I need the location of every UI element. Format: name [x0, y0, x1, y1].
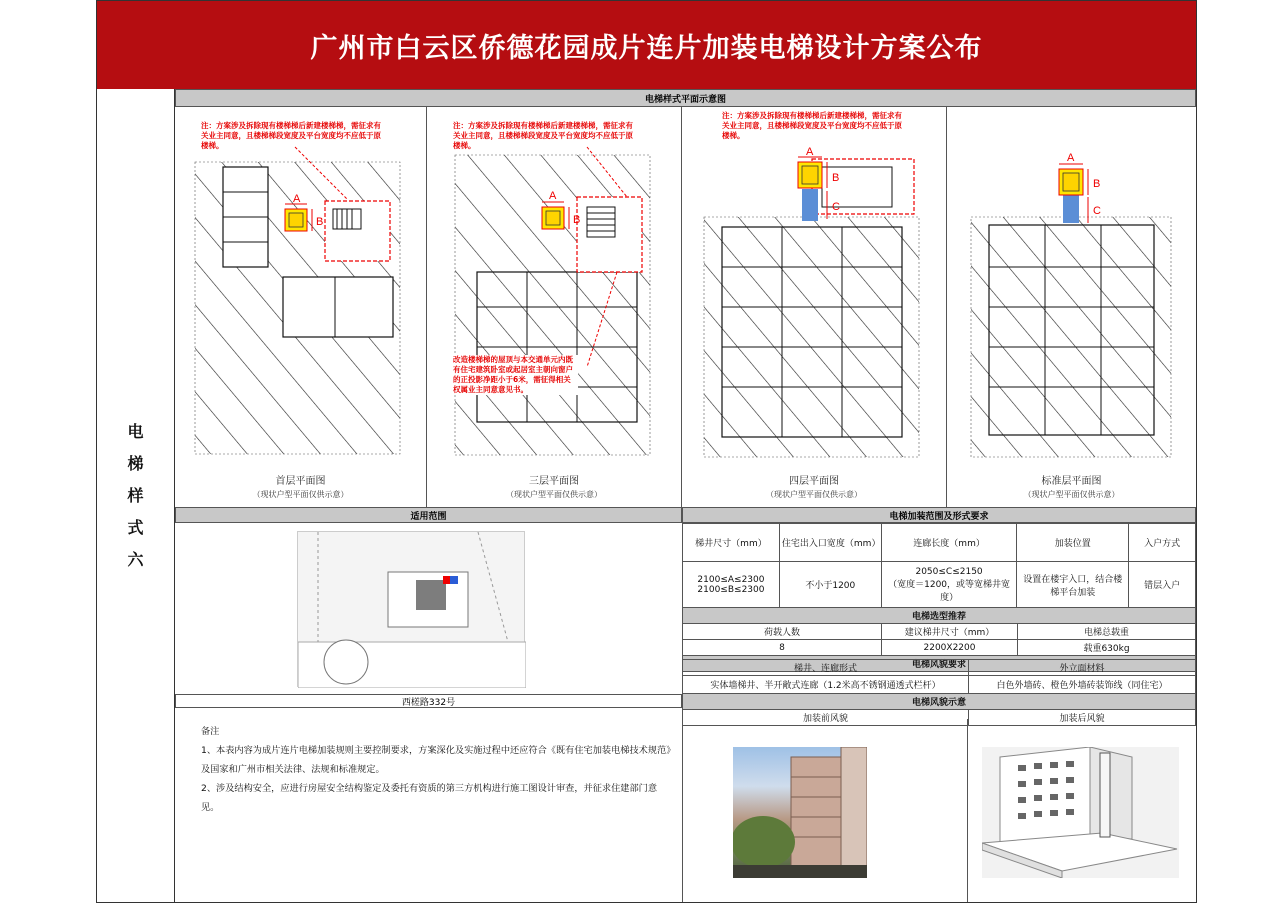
style-header: 电梯风貌要求	[683, 656, 1196, 672]
dim-label-a: A	[1067, 152, 1075, 164]
table-cell: 2100≤A≤2300 2100≤B≤2300	[683, 562, 780, 608]
requirements-header: 电梯加装范围及形式要求	[682, 507, 1196, 523]
floor-plan-drawing	[947, 107, 1196, 507]
note-item: 1、本表内容为成片连片电梯加装规则主要控制要求，方案深化及实施过程中还应符合《既有住宅加装电梯技术规范》及国家和广州市相关法律、法规和标准规定。	[201, 745, 671, 775]
plan-subcaption: （现状户型平面仅供示意）	[766, 490, 862, 499]
table-header-cell: 住宅出入口宽度（mm）	[779, 524, 881, 562]
plan-note: 注：方案涉及拆除现有楼梯梯后新建楼梯梯，需征求有关业主同意，且楼梯梯段宽度及平台宽度均不应低于原楼梯。	[722, 111, 902, 140]
table-cell: 载重630kg	[1018, 640, 1196, 656]
table-header-cell: 加装后风貌	[969, 710, 1196, 726]
bottom-divider	[682, 707, 683, 902]
view-header: 电梯风貌示意	[683, 694, 1196, 710]
table-header-cell: 梯井、连廊形式	[683, 660, 969, 676]
plan-caption: 标准层平面图	[1041, 476, 1102, 487]
dim-label-b: B	[573, 214, 581, 226]
plan-panel-standard	[947, 107, 1196, 507]
plan-subcaption: （现状户型平面仅供示意）	[1023, 490, 1120, 499]
table-header-cell: 建议梯井尺寸（mm）	[882, 624, 1018, 640]
dim-label-b: B	[832, 172, 840, 184]
document-sheet	[96, 0, 1197, 903]
view-divider	[967, 719, 968, 902]
floor-plan-drawing	[427, 107, 682, 507]
scope-header: 适用范围	[175, 507, 682, 523]
table-header-cell: 荷载人数	[683, 624, 882, 640]
plan-caption: 四层平面图	[789, 476, 839, 487]
requirements-table	[682, 523, 1196, 608]
table-header-cell: 入户方式	[1129, 524, 1196, 562]
after-render	[982, 747, 1179, 878]
table-header-cell: 外立面材料	[969, 660, 1196, 676]
page-title: 广州市白云区侨德花园成片连片加装电梯设计方案公布	[97, 1, 1196, 89]
dim-label-b: B	[1093, 178, 1101, 190]
site-map	[297, 531, 525, 687]
dim-label-c: C	[1093, 205, 1101, 217]
plan-panel-third	[427, 107, 682, 507]
table-header-cell: 加装位置	[1017, 524, 1129, 562]
table-header-cell: 电梯总载重	[1018, 624, 1196, 640]
floor-plan-drawing	[175, 107, 427, 507]
table-cell: 2050≤C≤2150 （宽度＝1200，或等宽梯井宽度）	[881, 562, 1017, 608]
side-label-column	[97, 89, 175, 902]
plan-note-secondary: 改造楼梯梯的屋顶与本交通单元内既有住宅建筑卧室或起居室主朝向窗户的正投影净距小于6米，需征得相关权属业主同意意见书。	[453, 355, 578, 395]
dim-label-a: A	[293, 193, 301, 205]
table-cell: 8	[683, 640, 882, 656]
table-header-cell: 梯井尺寸（mm）	[683, 524, 780, 562]
table-header-cell: 连廊长度（mm）	[881, 524, 1017, 562]
plan-panel-fourth	[682, 107, 947, 507]
dim-label-a: A	[806, 146, 814, 158]
table-cell: 实体墙梯井、半开敞式连廊（1.2米高不锈钢通透式栏杆）	[683, 676, 969, 694]
table-header-cell: 加装前风貌	[683, 710, 969, 726]
style-table	[682, 659, 1196, 726]
dim-label-a: A	[549, 190, 557, 202]
dim-label-b: B	[316, 216, 324, 228]
table-cell: 白色外墙砖、橙色外墙砖装饰线（同住宅）	[969, 676, 1196, 694]
table-cell: 设置在楼宇入口，结合楼梯平台加装	[1017, 562, 1129, 608]
notes-block	[201, 722, 671, 817]
plan-caption: 首层平面图	[275, 476, 326, 487]
plan-note: 注：方案涉及拆除现有楼梯梯后新建楼梯梯，需征求有关业主同意，且楼梯梯段宽度及平台宽度均不应低于原楼梯。	[201, 121, 381, 150]
floor-plan-drawing	[682, 107, 947, 507]
table-cell: 不小于1200	[779, 562, 881, 608]
side-label: 电梯样式六	[127, 421, 144, 569]
plan-note: 注：方案涉及拆除现有楼梯梯后新建楼梯梯，需征求有关业主同意，且楼梯梯段宽度及平台宽度均不应低于原楼梯。	[453, 121, 633, 150]
dim-label-c: C	[832, 201, 840, 213]
plan-caption: 三层平面图	[529, 476, 579, 487]
plan-panel-ground	[175, 107, 427, 507]
table-cell: 错层入户	[1129, 562, 1196, 608]
recommendation-header: 电梯选型推荐	[683, 608, 1196, 624]
table-cell: 2200X2200	[882, 640, 1018, 656]
note-item: 2、涉及结构安全，应进行房屋安全结构鉴定及委托有资质的第三方机构进行施工图设计审查，并征求住建部门意见。	[201, 783, 658, 813]
before-photo	[733, 747, 867, 878]
notes-title: 备注	[201, 726, 220, 737]
plans-header: 电梯样式平面示意图	[175, 89, 1196, 107]
plan-subcaption: （现状户型平面仅供示意）	[506, 490, 602, 499]
plan-subcaption: （现状户型平面仅供示意）	[252, 490, 349, 499]
site-label: 西槎路332号	[175, 694, 682, 708]
